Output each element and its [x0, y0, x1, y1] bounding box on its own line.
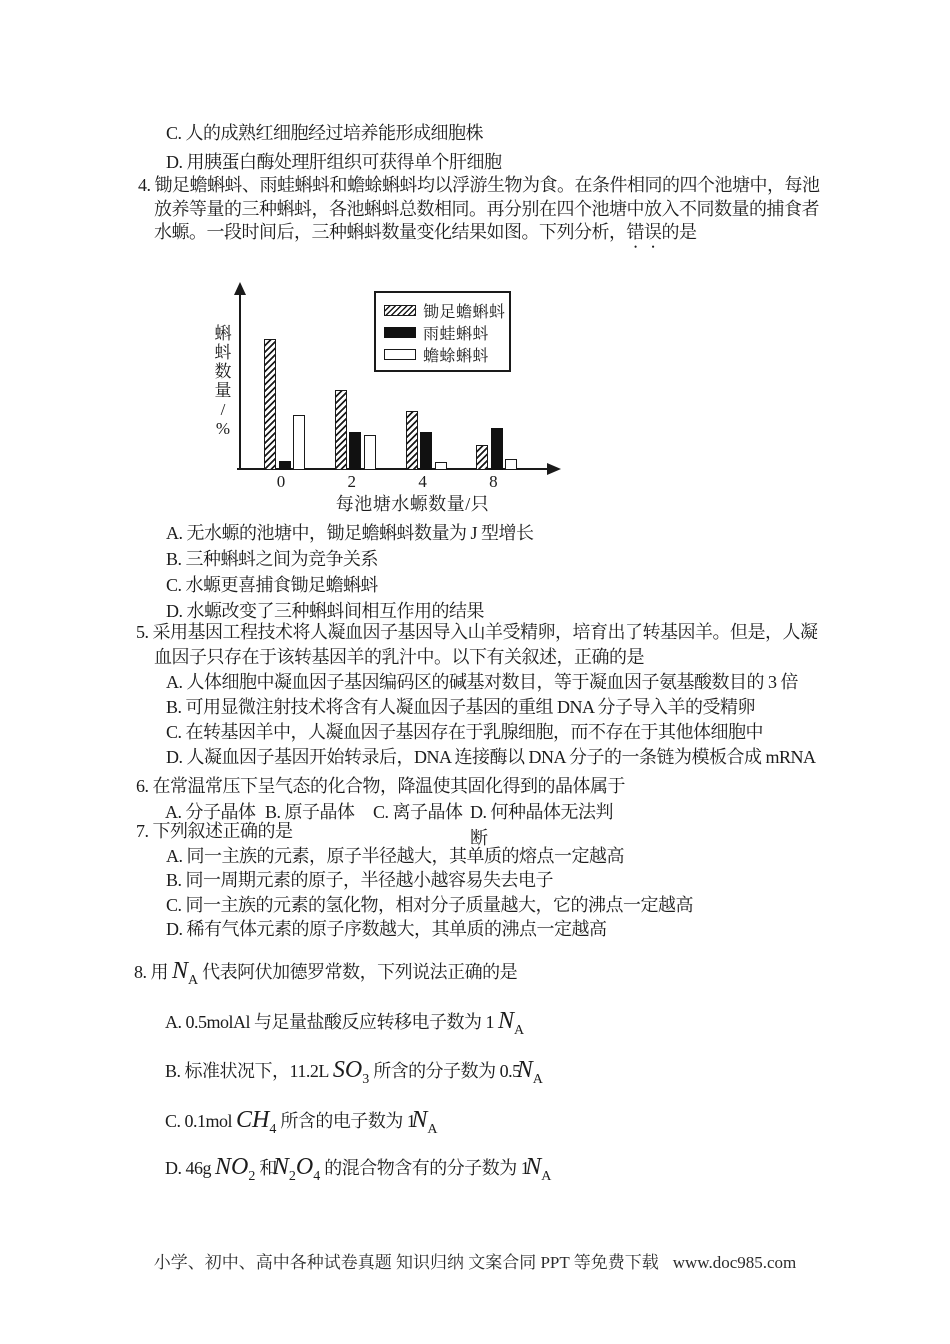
q5-stem-line-2: 血因子只存在于该转基因羊的乳汁中。以下有关叙述，正确的是: [154, 647, 644, 667]
chart-bar-hatched-x8: [476, 445, 488, 470]
q4-stem-line-1: 4. 锄足蟾蝌蚪、雨蛙蝌蚪和蟾蜍蝌蚪均以浮游生物为食。在条件相同的四个池塘中，每池: [138, 175, 820, 195]
chart-bar-white-x4: [435, 462, 447, 470]
q5-stem-line-1: 5. 采用基因工程技术将人凝血因子基因导入山羊受精卵，培育出了转基因羊。但是，人凝: [136, 622, 818, 642]
q7-option-c: C. 同一主族的元素的氢化物，相对分子质量越大，它的沸点一定越高: [166, 894, 694, 915]
q4-stem-line-3: 水螈。一段时间后，三种蝌蚪数量变化结果如图。下列分析，错误的是: [154, 222, 697, 242]
chart-bar-hatched-x0: [264, 339, 276, 470]
chart-bar-black-x0: [279, 461, 291, 470]
x-tick-label: 2: [347, 472, 357, 491]
legend-item-rainfrog: [384, 321, 503, 343]
chemical-formula: $N_A$: [498, 1008, 525, 1038]
chemical-formula: $N_A$: [172, 958, 199, 988]
q6-option-b: B. 原子晶体: [265, 801, 355, 822]
question-4-options: [166, 520, 534, 624]
q4-stem-line-2: 放养等量的三种蝌蚪，各池蝌蚪总数相同。再分别在四个池塘中放入不同数量的捕食者: [154, 198, 819, 219]
q5-option-a: A. 人体细胞中凝血因子基因编码区的碱基对数目，等于凝血因子氨基酸数目的 3 倍: [166, 672, 798, 692]
chart-x-axis-label: 每池塘水螈数量/只: [335, 494, 490, 514]
q6-option-d: D. 何种晶体无法判断: [470, 801, 613, 848]
footer-text: 小学、初中、高中各种试卷真题 知识归纳 文案合同 PPT 等免费下载: [153, 1253, 659, 1272]
footer-url: www.doc985.com: [672, 1253, 797, 1272]
legend-label: 蟾蜍蝌蚪: [423, 347, 490, 365]
q8-option-b: B. 标准状况下，11.2L $SO_3$ 所含的分子数为 $0.5N_A$: [165, 1057, 543, 1087]
question-5: [136, 620, 818, 770]
q7-option-b: B. 同一周期元素的原子，半径越小越容易失去电子: [166, 870, 554, 891]
legend-label: 锄足蟾蝌蚪: [423, 303, 506, 321]
chemical-formula: $CH_4$: [236, 1107, 277, 1137]
chemical-formula: $O_4$: [295, 1154, 321, 1184]
chart-bar-black-x8: [491, 428, 503, 470]
question-7: [136, 819, 693, 942]
q4-option-c: C. 水螈更喜捕食锄足蟾蝌蚪: [166, 575, 379, 595]
chart-legend: [374, 291, 511, 372]
q5-option-d: D. 人凝血因子基因开始转录后，DNA 连接酶以 DNA 分子的一条链为模板合成 mRNA: [166, 747, 816, 767]
chart-bar-hatched-x4: [406, 411, 418, 470]
q3-option-d: D. 用胰蛋白酶处理肝组织可获得单个肝细胞: [166, 152, 502, 172]
x-axis-arrow-icon: [547, 463, 561, 475]
q6-stem: 6. 在常温常压下呈气态的化合物，降温使其固化得到的晶体属于: [136, 776, 625, 796]
emphasized-text: 错误: [626, 222, 662, 242]
chemical-formula: $SO_3$: [332, 1057, 370, 1087]
q4-option-a: A. 无水螈的池塘中，锄足蟾蝌蚪数量为 J 型增长: [166, 523, 534, 543]
x-tick-label: 8: [489, 472, 498, 491]
legend-swatch-hatched: [384, 305, 416, 316]
chemical-formula: $N_A$: [411, 1107, 438, 1137]
q4-option-d: D. 水螈改变了三种蝌蚪间相互作用的结果: [166, 601, 484, 621]
x-tick-label: 0: [276, 472, 286, 491]
q7-stem: 7. 下列叙述正确的是: [136, 821, 293, 841]
chemical-formula: $NO_2$: [215, 1154, 256, 1184]
q5-option-b: B. 可用显微注射技术将含有人凝血因子基因的重组 DNA 分子导入羊的受精卵: [166, 697, 756, 717]
chart-bar-white-x8: [505, 459, 517, 470]
x-tick-label: 4: [418, 472, 427, 491]
legend-label: 雨蛙蝌蚪: [423, 325, 490, 343]
q6-option-a: A. 分子晶体: [165, 801, 256, 822]
q8-option-a: A. 0.5molAl 与足量盐酸反应转移电子数为 1 $N_A$: [165, 1008, 525, 1038]
page-footer: [0, 1252, 950, 1274]
chemical-formula: $N_A$: [516, 1057, 543, 1087]
tadpole-bar-chart: [210, 282, 575, 514]
chemical-formula: $N_2$: [272, 1154, 296, 1184]
legend-item-spadefoot: [384, 299, 506, 321]
q4-option-b: B. 三种蝌蚪之间为竞争关系: [166, 549, 379, 569]
chemical-formula: $N_A$: [525, 1154, 552, 1184]
q3-option-c: C. 人的成熟红细胞经过培养能形成细胞株: [166, 123, 484, 143]
q6-option-c: C. 离子晶体: [373, 801, 463, 822]
chart-y-axis-label: 蝌 蚪 数 量 / %: [214, 324, 232, 438]
legend-swatch-white: [384, 349, 416, 360]
chart-bar-white-x0: [293, 415, 305, 470]
chart-bar-hatched-x2: [335, 390, 347, 470]
q7-option-d: D. 稀有气体元素的原子序数越大，其单质的沸点一定越高: [166, 919, 607, 940]
q5-option-c: C. 在转基因羊中，人凝血因子基因存在于乳腺细胞，而不存在于其他体细胞中: [166, 722, 764, 742]
q7-option-a: A. 同一主族的元素，原子半径越大，其单质的熔点一定越高: [166, 845, 624, 866]
chart-bar-black-x2: [349, 432, 361, 471]
legend-item-toad: [384, 343, 503, 365]
q8-option-d: D. 46g $NO_2$ 和$N_2O_4$ 的混合物含有的分子数为 $1N_A$: [165, 1154, 552, 1184]
question-4-stem: [138, 174, 820, 252]
q8-option-c: C. 0.1mol $CH_4$ 所含的电子数为 $1N_A$: [165, 1107, 438, 1137]
question-3-options: [166, 119, 502, 177]
question-8-stem: 8. 用 $N_A$ 代表阿伏加德罗常数，下列说法正确的是: [134, 958, 518, 988]
legend-swatch-black: [384, 327, 416, 338]
y-axis-line: [239, 292, 241, 470]
chart-bar-black-x4: [420, 432, 432, 471]
chart-bar-white-x2: [364, 435, 376, 470]
